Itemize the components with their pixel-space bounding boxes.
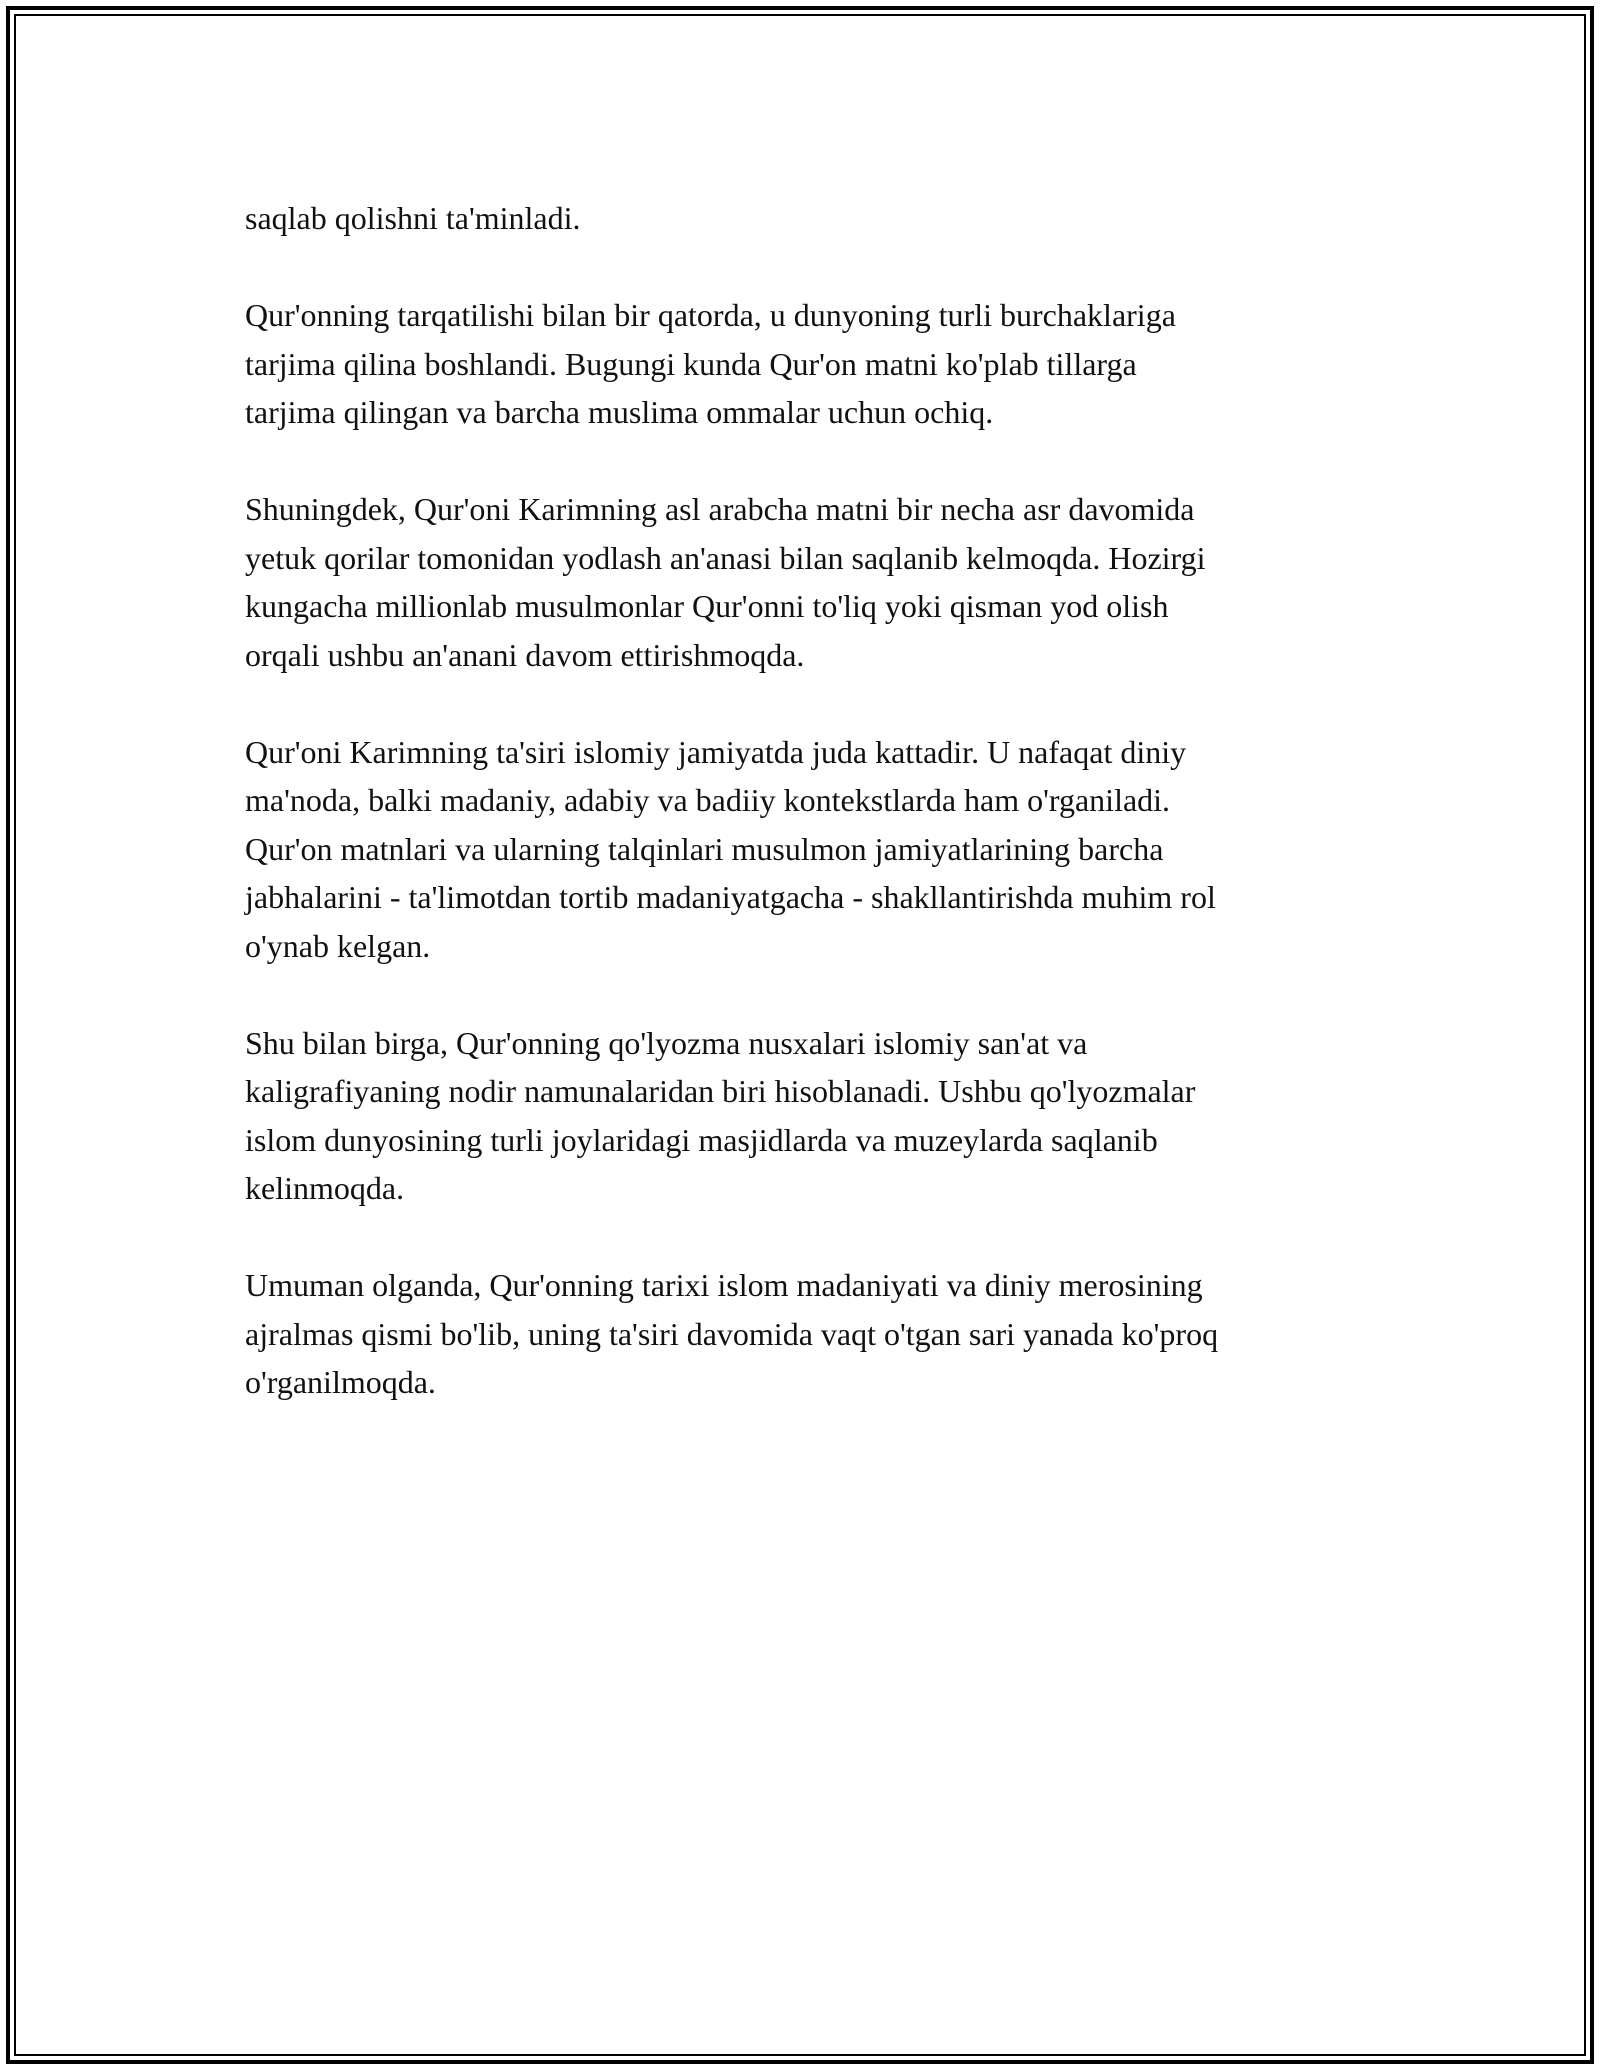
- page-border: [6, 6, 1594, 2064]
- paragraph: Qur'oni Karimning ta'siri islomiy jamiyatda juda kattadir. U nafaqat diniy ma'noda, balki madaniy, adabiy va badiiy kontekstlarda ham o'rganiladi. Qur'on matnlari va ularning talqinlari musulmon jamiyatlarining barcha jabhalarini - ta'limotdan tortib madaniyatgacha - shakllantirishda muhim rol o'ynab kelgan.: [245, 733, 1216, 964]
- paragraph: Shuningdek, Qur'oni Karimning asl arabcha matni bir necha asr davomida yetuk qorilar tomonidan yodlash an'anasi bilan saqlanib kelmoqda. Hozirgi kungacha millionlab musulmonlar Qur'onni to'liq yoki qisman yod olish orqali ushbu an'anani davom ettirishmoqda.: [245, 491, 1206, 673]
- document-body: [245, 194, 1385, 1455]
- paragraph: Shu bilan birga, Qur'onning qo'lyozma nusxalari islomiy san'at va kaligrafiyaning nodir namunalaridan biri hisoblanadi. Ushbu qo'lyozmalar islom dunyosining turli joylaridagi masjidlarda va muzeylarda saqlanib kelinmoqda.: [245, 1024, 1196, 1206]
- paragraph: Umuman olganda, Qur'onning tarixi islom madaniyati va diniy merosining ajralmas qismi bo'lib, uning ta'siri davomida vaqt o'tgan sari yanada ko'proq o'rganilmoqda.: [245, 1267, 1219, 1400]
- paragraph: Qur'onning tarqatilishi bilan bir qatorda, u dunyoning turli burchaklariga tarjima qilina boshlandi. Bugungi kunda Qur'on matni ko'plab tillarga tarjima qilingan va barcha muslima ommalar uchun ochiq.: [245, 297, 1176, 430]
- paragraph: saqlab qolishni ta'minladi.: [245, 200, 581, 236]
